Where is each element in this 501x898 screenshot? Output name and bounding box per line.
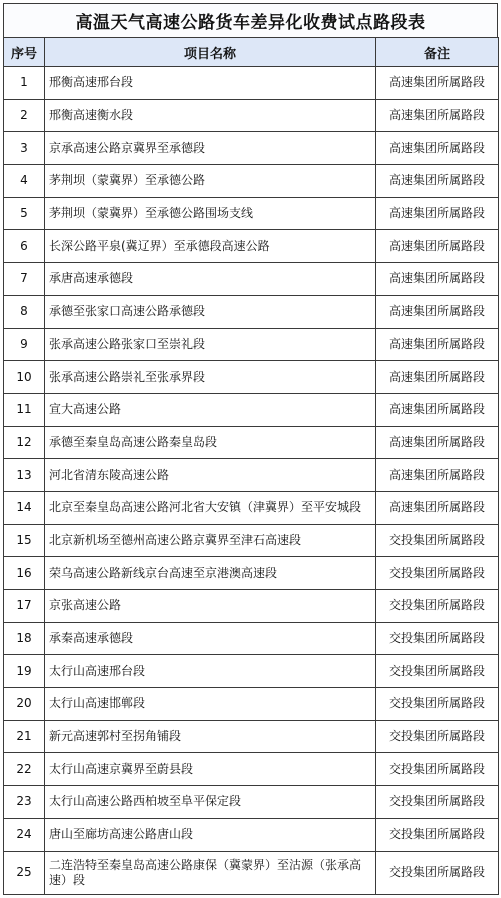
project-name: 河北省清东陵高速公路 [45,459,376,492]
project-name: 承德至秦皇岛高速公路秦皇岛段 [45,426,376,459]
project-name: 承德至张家口高速公路承德段 [45,295,376,328]
table-row [4,622,499,655]
row-number: 4 [4,165,45,198]
table-row [4,197,499,230]
row-note: 高速集团所属路段 [376,361,499,394]
row-number: 17 [4,590,45,623]
table-row [4,818,499,851]
row-note: 交投集团所属路段 [376,655,499,688]
table-row [4,851,499,894]
project-name: 新元高速郭村至拐角铺段 [45,720,376,753]
header-num: 序号 [4,38,45,67]
header-note: 备注 [376,38,499,67]
row-note: 高速集团所属路段 [376,393,499,426]
table-title: 高温天气高速公路货车差异化收费试点路段表 [3,3,498,37]
header-name: 项目名称 [45,38,376,67]
table-row [4,786,499,819]
row-note: 交投集团所属路段 [376,524,499,557]
project-name: 二连浩特至秦皇岛高速公路康保（冀蒙界）至沽源（张承高速）段 [45,851,376,894]
table-row [4,67,499,100]
row-number: 16 [4,557,45,590]
row-number: 14 [4,491,45,524]
row-note: 交投集团所属路段 [376,851,499,894]
row-note: 高速集团所属路段 [376,67,499,100]
row-number: 21 [4,720,45,753]
row-note: 高速集团所属路段 [376,132,499,165]
table-row [4,393,499,426]
row-number: 1 [4,67,45,100]
row-number: 12 [4,426,45,459]
row-number: 6 [4,230,45,263]
table-body [4,67,499,895]
row-note: 高速集团所属路段 [376,459,499,492]
project-name: 邢衡高速衡水段 [45,99,376,132]
project-name: 太行山高速京冀界至蔚县段 [45,753,376,786]
row-note: 高速集团所属路段 [376,491,499,524]
project-name: 太行山高速邢台段 [45,655,376,688]
table-row [4,688,499,721]
row-note: 高速集团所属路段 [376,165,499,198]
project-name: 邢衡高速邢台段 [45,67,376,100]
project-name: 茅荆坝（蒙冀界）至承德公路 [45,165,376,198]
row-number: 2 [4,99,45,132]
row-number: 10 [4,361,45,394]
table-row [4,165,499,198]
table-row [4,524,499,557]
row-number: 9 [4,328,45,361]
project-name: 荣乌高速公路新线京台高速至京港澳高速段 [45,557,376,590]
row-number: 8 [4,295,45,328]
row-number: 5 [4,197,45,230]
row-note: 高速集团所属路段 [376,99,499,132]
table-row [4,491,499,524]
project-name: 张承高速公路崇礼至张承界段 [45,361,376,394]
table-row [4,720,499,753]
row-note: 交投集团所属路段 [376,720,499,753]
table-row [4,132,499,165]
row-number: 18 [4,622,45,655]
project-name: 长深公路平泉(冀辽界）至承德段高速公路 [45,230,376,263]
row-note: 高速集团所属路段 [376,263,499,296]
table-row [4,230,499,263]
table-row [4,753,499,786]
row-note: 交投集团所属路段 [376,688,499,721]
row-note: 高速集团所属路段 [376,295,499,328]
row-note: 交投集团所属路段 [376,590,499,623]
table-header [4,38,499,67]
row-number: 11 [4,393,45,426]
row-number: 7 [4,263,45,296]
project-name: 宣大高速公路 [45,393,376,426]
project-name: 北京新机场至德州高速公路京冀界至津石高速段 [45,524,376,557]
project-name: 承唐高速承德段 [45,263,376,296]
project-name: 茅荆坝（蒙冀界）至承德公路围场支线 [45,197,376,230]
row-number: 13 [4,459,45,492]
row-number: 25 [4,851,45,894]
project-name: 承秦高速承德段 [45,622,376,655]
project-name: 京承高速公路京冀界至承德段 [45,132,376,165]
table-row [4,263,499,296]
table-row [4,459,499,492]
row-number: 24 [4,818,45,851]
row-note: 高速集团所属路段 [376,230,499,263]
row-number: 23 [4,786,45,819]
project-name: 张承高速公路张家口至崇礼段 [45,328,376,361]
header-row [4,38,499,67]
row-note: 高速集团所属路段 [376,328,499,361]
project-name: 京张高速公路 [45,590,376,623]
table-row [4,328,499,361]
table-row [4,590,499,623]
table-row [4,655,499,688]
row-number: 20 [4,688,45,721]
row-note: 交投集团所属路段 [376,818,499,851]
row-note: 交投集团所属路段 [376,786,499,819]
table-row [4,99,499,132]
row-number: 3 [4,132,45,165]
table-row [4,426,499,459]
row-note: 高速集团所属路段 [376,197,499,230]
table-row [4,557,499,590]
row-note: 交投集团所属路段 [376,557,499,590]
row-note: 交投集团所属路段 [376,753,499,786]
project-name: 太行山高速公路西柏坡至阜平保定段 [45,786,376,819]
road-sections-table [3,37,499,895]
table-row [4,361,499,394]
row-note: 高速集团所属路段 [376,426,499,459]
row-note: 交投集团所属路段 [376,622,499,655]
table-row [4,295,499,328]
project-name: 太行山高速邯郸段 [45,688,376,721]
project-name: 北京至秦皇岛高速公路河北省大安镇（津冀界）至平安城段 [45,491,376,524]
row-number: 22 [4,753,45,786]
project-name: 唐山至廊坊高速公路唐山段 [45,818,376,851]
row-number: 15 [4,524,45,557]
row-number: 19 [4,655,45,688]
